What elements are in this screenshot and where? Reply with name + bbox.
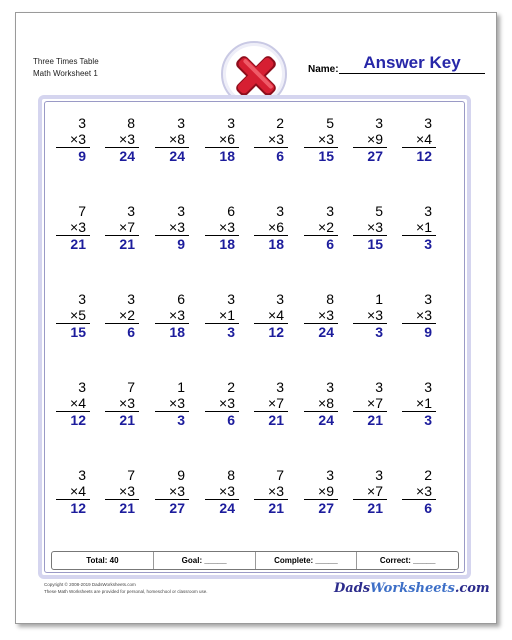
multiplier: ×9	[367, 131, 383, 147]
multiplier: ×3	[367, 307, 383, 323]
multiplier: ×4	[268, 307, 284, 323]
multiplier: ×8	[169, 131, 185, 147]
answer: 12	[268, 324, 284, 340]
problem	[201, 203, 239, 252]
answer: 9	[78, 148, 86, 164]
multiplier: ×8	[318, 395, 334, 411]
total-cell: Total: 40	[52, 552, 154, 569]
multiplicand: 3	[326, 203, 334, 219]
problem	[300, 467, 338, 516]
answer: 21	[119, 236, 135, 252]
multiplier: ×3	[318, 131, 334, 147]
answer: 18	[268, 236, 284, 252]
complete-cell: Complete: _____	[256, 552, 358, 569]
problem	[398, 203, 436, 252]
multiplicand: 3	[177, 203, 185, 219]
problem	[101, 379, 139, 428]
answer: 21	[70, 236, 86, 252]
multiplicand: 3	[375, 115, 383, 131]
multiplier: ×6	[268, 219, 284, 235]
problem	[250, 379, 288, 428]
answer: 12	[416, 148, 432, 164]
multiplicand: 3	[276, 379, 284, 395]
multiplicand: 7	[127, 467, 135, 483]
multiplicand: 1	[375, 291, 383, 307]
answer: 21	[367, 500, 383, 516]
answer: 3	[424, 236, 432, 252]
multiplicand: 3	[424, 203, 432, 219]
problem	[151, 115, 189, 164]
answer: 6	[424, 500, 432, 516]
multiplicand: 3	[78, 115, 86, 131]
multiplicand: 3	[375, 379, 383, 395]
answer: 27	[169, 500, 185, 516]
problem	[250, 203, 288, 252]
multiplier: ×7	[268, 395, 284, 411]
answer: 12	[70, 412, 86, 428]
answer: 24	[119, 148, 135, 164]
problem	[101, 115, 139, 164]
multiplier: ×3	[219, 219, 235, 235]
answer: 9	[424, 324, 432, 340]
problem	[201, 467, 239, 516]
multiplicand: 8	[227, 467, 235, 483]
multiplier: ×7	[119, 219, 135, 235]
multiplicand: 9	[177, 467, 185, 483]
problem	[52, 115, 90, 164]
multiplier: ×3	[169, 307, 185, 323]
answer: 24	[318, 324, 334, 340]
multiplicand: 3	[78, 291, 86, 307]
multiplier: ×2	[318, 219, 334, 235]
multiplicand: 3	[424, 115, 432, 131]
multiplier: ×5	[70, 307, 86, 323]
multiplier: ×1	[416, 395, 432, 411]
problem	[349, 203, 387, 252]
multiplier: ×2	[119, 307, 135, 323]
multiplier: ×4	[416, 131, 432, 147]
multiplicand: 3	[424, 379, 432, 395]
multiplicand: 5	[326, 115, 334, 131]
answer: 15	[70, 324, 86, 340]
problem	[300, 203, 338, 252]
problem	[349, 467, 387, 516]
answer: 21	[119, 500, 135, 516]
copyright-line-2: These Math Worksheets are provided for personal, homeschool or classroom use.	[44, 589, 208, 594]
multiplicand: 2	[227, 379, 235, 395]
multiplier: ×3	[367, 219, 383, 235]
multiplier: ×3	[119, 483, 135, 499]
multiplicand: 2	[276, 115, 284, 131]
problem	[349, 379, 387, 428]
answer: 3	[375, 324, 383, 340]
multiplier: ×3	[70, 131, 86, 147]
multiplier: ×4	[70, 395, 86, 411]
answer: 24	[318, 412, 334, 428]
multiplier: ×3	[318, 307, 334, 323]
answer: 27	[318, 500, 334, 516]
multiplier: ×4	[70, 483, 86, 499]
problem	[151, 467, 189, 516]
multiplier: ×3	[268, 131, 284, 147]
multiplicand: 3	[375, 467, 383, 483]
problem	[398, 379, 436, 428]
multiplier: ×1	[219, 307, 235, 323]
brand-part-2: Worksheets	[370, 581, 455, 596]
multiplicand: 3	[78, 379, 86, 395]
multiplicand: 3	[177, 115, 185, 131]
problem	[250, 291, 288, 340]
answer: 3	[177, 412, 185, 428]
answer: 6	[227, 412, 235, 428]
brand-logo	[334, 581, 490, 596]
name-label: Name:	[308, 64, 339, 75]
answer: 3	[227, 324, 235, 340]
problem	[201, 379, 239, 428]
multiplier: ×3	[169, 483, 185, 499]
multiplier: ×3	[219, 483, 235, 499]
multiplicand: 8	[127, 115, 135, 131]
multiplier: ×3	[169, 395, 185, 411]
problem	[300, 291, 338, 340]
problem	[398, 291, 436, 340]
multiplier: ×7	[367, 483, 383, 499]
multiplicand: 6	[227, 203, 235, 219]
multiplicand: 3	[424, 291, 432, 307]
answer: 6	[276, 148, 284, 164]
multiplicand: 1	[177, 379, 185, 395]
problem	[151, 203, 189, 252]
answer: 21	[367, 412, 383, 428]
problem	[250, 115, 288, 164]
multiplier: ×3	[70, 219, 86, 235]
multiplier: ×3	[268, 483, 284, 499]
multiplicand: 3	[326, 467, 334, 483]
brand-part-3: .com	[454, 581, 490, 596]
answer: 6	[326, 236, 334, 252]
correct-cell: Correct: _____	[379, 556, 436, 565]
problem	[201, 291, 239, 340]
answer: 18	[169, 324, 185, 340]
problem	[398, 115, 436, 164]
score-footer	[51, 551, 459, 570]
problem	[398, 467, 436, 516]
multiplier: ×3	[416, 307, 432, 323]
multiplicand: 7	[127, 379, 135, 395]
brand-part-1: Dads	[334, 581, 371, 596]
copyright-line-1: Copyright © 2008-2019 DadsWorksheets.com	[44, 582, 136, 587]
answer: 6	[127, 324, 135, 340]
answer-key-label: Answer Key	[363, 53, 461, 72]
problem	[52, 379, 90, 428]
answer: 12	[70, 500, 86, 516]
answer: 15	[318, 148, 334, 164]
problem	[101, 467, 139, 516]
problem	[151, 291, 189, 340]
problem	[349, 115, 387, 164]
worksheet-title	[33, 56, 99, 80]
problem	[52, 203, 90, 252]
multiplicand: 3	[276, 291, 284, 307]
problem	[201, 115, 239, 164]
multiplier: ×6	[219, 131, 235, 147]
goal-cell: Goal: _____	[154, 552, 256, 569]
answer: 18	[219, 236, 235, 252]
problem	[151, 379, 189, 428]
multiplicand: 3	[276, 203, 284, 219]
multiplier: ×3	[219, 395, 235, 411]
multiplicand: 3	[78, 467, 86, 483]
multiplicand: 8	[326, 291, 334, 307]
multiplicand: 5	[375, 203, 383, 219]
multiplier: ×9	[318, 483, 334, 499]
name-field	[339, 53, 485, 74]
problem	[101, 291, 139, 340]
problem	[300, 115, 338, 164]
multiplicand: 6	[177, 291, 185, 307]
answer: 24	[219, 500, 235, 516]
multiplicand: 3	[227, 291, 235, 307]
multiplicand: 2	[424, 467, 432, 483]
answer: 24	[169, 148, 185, 164]
answer: 9	[177, 236, 185, 252]
problem	[52, 291, 90, 340]
answer: 21	[119, 412, 135, 428]
multiplier: ×1	[416, 219, 432, 235]
title-line-2: Math Worksheet 1	[33, 69, 98, 78]
multiplicand: 3	[326, 379, 334, 395]
multiplicand: 3	[127, 203, 135, 219]
copyright-notice	[44, 581, 208, 595]
problem	[300, 379, 338, 428]
multiplicand: 3	[127, 291, 135, 307]
answer: 15	[367, 236, 383, 252]
multiplier: ×3	[119, 131, 135, 147]
multiplier: ×7	[367, 395, 383, 411]
multiplicand: 7	[276, 467, 284, 483]
multiplicand: 7	[78, 203, 86, 219]
answer: 3	[424, 412, 432, 428]
multiplier: ×3	[119, 395, 135, 411]
multiplier: ×3	[416, 483, 432, 499]
title-line-1: Three Times Table	[33, 57, 99, 66]
problem	[250, 467, 288, 516]
multiplier: ×3	[169, 219, 185, 235]
problem	[349, 291, 387, 340]
answer: 21	[268, 500, 284, 516]
answer: 21	[268, 412, 284, 428]
answer: 27	[367, 148, 383, 164]
problem	[52, 467, 90, 516]
answer: 18	[219, 148, 235, 164]
problem	[101, 203, 139, 252]
multiplicand: 3	[227, 115, 235, 131]
